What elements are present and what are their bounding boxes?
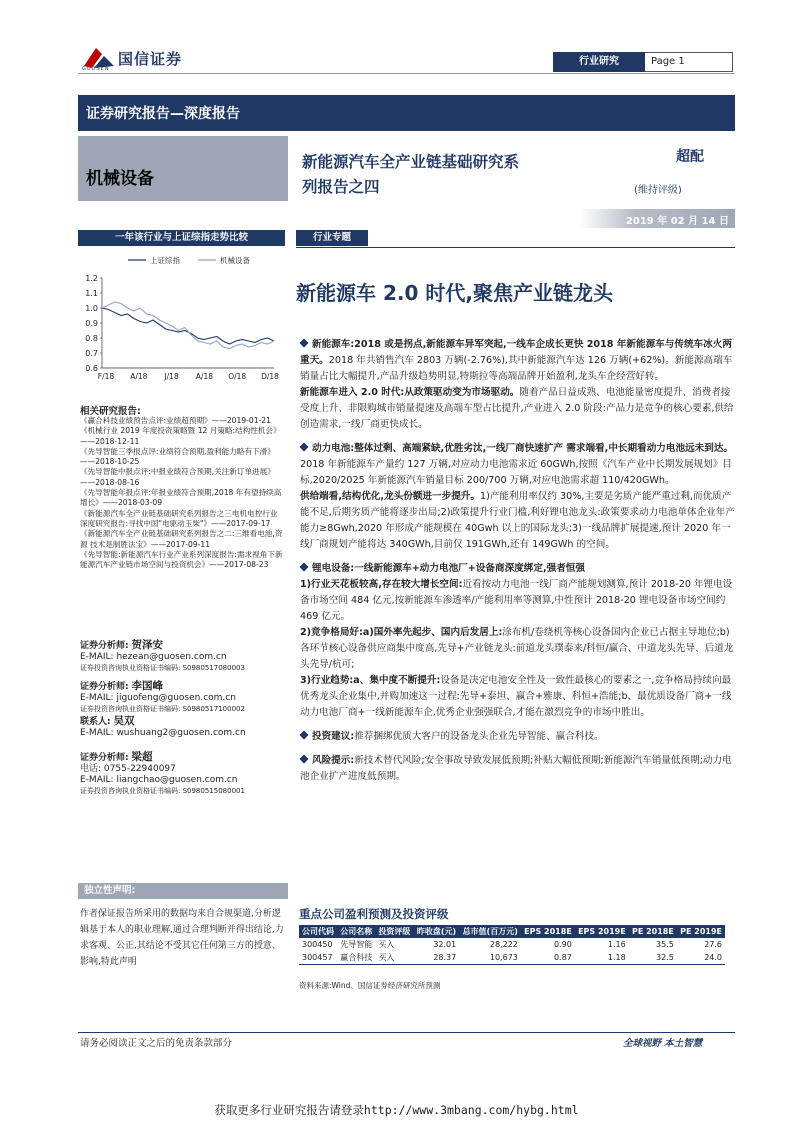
related-report-item: 《新能源汽车全产业链基础研究系列报告之三电机电控行业深度研究报告:寻找中国"电驱动玉柴"》——2017-09-17: [80, 508, 278, 528]
section-lead: 3)行业趋势:a、集中度不断提升:: [300, 675, 441, 686]
table-cell: 0.90: [553, 940, 572, 949]
diamond-bullet-icon: [299, 562, 308, 571]
legend-label: 上证综指: [150, 256, 180, 265]
topic-tag: 行业专题: [296, 230, 368, 246]
independence-header: 独立性声明:: [78, 883, 288, 899]
footer-slogan: 全球视野 本土智慧: [623, 1038, 703, 1049]
table-cell: 32.5: [629, 951, 677, 965]
section-text: 2018 年新能源车产量约 127 万辆,对应动力电池需求近 60GWh,按照《汽车产业中长期发展规划》目标,2020/2025 年新能源汽车销量目标 200/700 万辆,对应电池需求超 110/420GWh。: [300, 459, 733, 486]
industry-band: [78, 136, 288, 201]
table-cell: 28,222: [489, 940, 518, 949]
summary-section: [300, 577, 735, 625]
section-lead: 新能源车进入 2.0 时代:从政策驱动变为市场驱动。: [300, 387, 520, 398]
summary-section: [300, 489, 735, 553]
table-header-cell: PE 2018E: [629, 925, 677, 938]
section-lead: 锂电设备:一线新能源车+动力电池厂+设备商深度绑定,强者恒强: [312, 563, 585, 574]
report-date: 2019 年 02 月 14 日: [625, 216, 729, 227]
y-tick-label: 0.8: [85, 334, 98, 343]
x-tick-label: D/18: [261, 372, 279, 381]
section-text: 2018 年共销售汽车 2803 万辆(-2.76%),其中新能源汽车达 126 万辆(+62%)。新能源高端车销量占比大幅提升,产品升级趋势明显,特斯拉等高端品牌开始盈利,龙头车企经营好转。: [300, 355, 733, 382]
report-type-band: [78, 95, 735, 131]
diamond-bullet-icon: [299, 338, 308, 347]
table-cell: 买入: [375, 951, 413, 965]
table-title: 重点公司盈利预测及投资评级: [299, 907, 449, 921]
trend-chart: [78, 250, 288, 390]
table-cell: 先导智能: [340, 940, 373, 949]
table-header-cell: 昨收盘(元): [414, 925, 460, 938]
y-tick-label: 0.6: [85, 364, 98, 373]
y-tick-label: 1.0: [85, 304, 98, 313]
section-lead: 供给端看,结构优化,龙头份额进一步提升。: [300, 491, 480, 502]
series-line-1: [102, 308, 274, 344]
logo-text: 国信证券: [118, 50, 183, 68]
table-cell: 24.0: [677, 951, 725, 965]
table-cell: 28.37: [414, 951, 460, 965]
contact: 联系人: 吴双 E-MAIL: wushuang2@guosen.com.cn: [80, 715, 246, 738]
rating: 超配: [676, 149, 704, 165]
footer-url: 获取更多行业研究报告请登录http://www.3mbang.com/hybg.html: [214, 1103, 579, 1117]
table-header-cell: EPS 2018E: [521, 925, 575, 938]
related-report-item: 《先导智能年报点评:年报业绩符合预期,2018 年有望持续高增长》——2018-03-09: [80, 488, 282, 508]
summary-section: [300, 337, 735, 385]
table-cell: 赢合科技: [337, 951, 375, 965]
topic-rule: [296, 247, 735, 248]
table-cell: 300457: [299, 951, 337, 965]
footer-disclaimer: 请务必阅读正文之后的免责条款部分: [80, 1038, 233, 1049]
table-cell: 10,673: [459, 951, 521, 965]
related-report-item: 《先导智能:新能源汽车行业产业系列深度报告:需求视角下新能源汽车产业链市场空间与投资机会》——2017-08-23: [80, 549, 283, 570]
x-tick-label: A/18: [195, 372, 214, 381]
related-reports: [80, 416, 285, 570]
table-cell: 32.01: [433, 940, 457, 949]
section-text: 推荐捆绑优质大客户的设备龙头企业先导智能、赢合科技。: [354, 731, 604, 742]
legend-label: 机械设备: [220, 256, 250, 265]
series-line-2: [102, 302, 274, 349]
related-report-item: 《机械行业 2019 年度投资策略暨 12 月策略:结构性机会》——2018-12-11: [80, 426, 281, 446]
table-cell: 300450: [302, 940, 333, 949]
table-cell: 27.6: [704, 940, 722, 949]
section-text: 涂布机/卷绕机等核心设备国内企业已占据主导地位;b)各环节核心设备供应商集中度高,先导+产业链龙头:前道龙头璞泰来/科恒/赢合、中道龙头先导、后道龙头先导/杭可;: [300, 627, 734, 670]
section-lead: 1)行业天花板较高,存在较大增长空间:: [300, 579, 463, 590]
summary-section: [300, 561, 735, 577]
header-rule: [78, 73, 735, 74]
summary-section: [300, 673, 735, 721]
related-report-item: 《先导智能中报点评:中报业绩符合预期,关注新订单进展》——2018-08-16: [80, 467, 275, 487]
diamond-bullet-icon: [299, 442, 308, 451]
logo-subtext: GUOSEN: [82, 66, 110, 72]
table-cell: 0.87: [521, 951, 575, 965]
x-tick-label: F/18: [97, 372, 115, 381]
x-tick-label: A/18: [130, 372, 148, 381]
section-text: 设备是决定电池安全性及一致性最核心的要素之一,竞争格局持续向最优秀龙头企业集中,并购加速这一过程:先导+泰坦、赢合+雅康、科恒+浩能;b、最优质设备厂商+一线动力电池厂商+一线新能源车企,优秀企业强强联合,才能在激烈竞争的市场中胜出。: [300, 675, 732, 718]
related-title: 相关研究报告:: [80, 406, 141, 417]
section-lead: 动力电池:整体过剩、高端紧缺,优胜劣汰,一线厂商快速扩产 需求端看,中长期看动力电池远未到达。: [312, 443, 734, 454]
table-header-cell: 总市值(百万元): [459, 925, 521, 938]
x-tick-label: O/18: [228, 372, 247, 381]
table-row: [299, 951, 725, 965]
industry-name: 机械设备: [86, 169, 154, 189]
analyst-3: 证券分析师: 梁超 电话: 0755-22940097 E-MAIL: liangchao@guosen.com.cn 证券投资咨询执业资格证书编码: S0980515080001: [80, 751, 245, 795]
y-tick-label: 0.7: [85, 349, 98, 358]
table-source: 资料来源:Wind、国信证券经济研究所预测: [299, 981, 441, 990]
summary-section: [300, 753, 735, 785]
report-title: 新能源汽车全产业链基础研究系 列报告之四: [302, 153, 520, 196]
report-type: 证券研究报告—深度报告: [86, 106, 240, 122]
rating-note: (维持评级): [634, 185, 682, 196]
section-text: 新技术替代风险;安全事故导致发展低预期;补贴大幅低预期;新能源汽车销量低预期;动力电池企业扩产进度低预期。: [300, 755, 732, 782]
summary-section: [300, 385, 735, 433]
related-report-item: 《先导智能三季报点评:业绩符合预期,盈利能力略有下滑》——2018-10-25: [80, 446, 275, 467]
diamond-bullet-icon: [299, 754, 308, 763]
forecast-table: [299, 925, 725, 965]
y-tick-label: 0.9: [85, 319, 98, 328]
header-category: 行业研究: [553, 52, 645, 72]
table-cell: 1.18: [575, 951, 629, 965]
y-tick-label: 1.2: [85, 274, 98, 283]
table-cell: 1.16: [607, 940, 626, 949]
table-cell: 买入: [378, 940, 395, 949]
section-text: 近看按动力电池一线厂商产能规划测算,预计 2018-20 年锂电设备市场空间 484 亿元,按新能源车渗透率/产能利用率等测算,中性预计 2018-20 锂电设备市场空间约 469 亿元。: [300, 579, 733, 622]
table-header-cell: 公司名称: [337, 925, 375, 938]
y-tick-label: 1.1: [85, 289, 98, 298]
section-lead: 风险提示:: [312, 755, 355, 766]
summary-section: [300, 441, 735, 489]
table-header-cell: 公司代码: [299, 925, 337, 938]
section-lead: 2)竞争格局好:a)国外率先起步、国内后发居上:: [300, 627, 503, 638]
table-header-cell: 投资评级: [375, 925, 413, 938]
diamond-bullet-icon: [299, 730, 308, 739]
table-row: [299, 938, 725, 951]
summary-section: [300, 729, 735, 745]
section-text: 随着产品日益成熟、电池能量密度提升、消费者接受度上升、非限购城市销量提速及高端车型占比提升,产业进入 2.0 阶段:产品力是竞争的核心要素,供给创造需求,一线厂商更快成长。: [300, 387, 734, 430]
summary-body: [300, 329, 735, 785]
section-text: 1)产能利用率仅约 30%,主要是劣质产能严重过剩,而优质产能不足,后期劣质产能将逐步出局;2)政策提升行业门槛,利好锂电池龙头:政策要求动力电池单体企业年产能力≥8Gwh,2020 年形成产能规模在 40Gwh 以上的国际龙头;3)一线品牌扩展提速,预计 2020 年一线厂商规划产能将达 340GWh,目前仅 191GWh,还有 149GWh 的空间。: [300, 491, 735, 550]
chart-header: 一年该行业与上证综指走势比较: [78, 230, 285, 246]
headline: 新能源车 2.0 时代,聚焦产业链龙头: [296, 281, 613, 305]
analyst-1: 证券分析师: 贺泽安 E-MAIL: hezean@guosen.com.cn 证券投资咨询执业资格证书编码: S0980517080003: [80, 639, 245, 672]
table-cell: 35.5: [655, 940, 674, 949]
independence-text: 作者保证报告所采用的数据均来自合规渠道,分析逻辑基于本人的职业理解,通过合理判断并得出结论,力求客观、公正,其结论不受其它任何第三方的授意、影响,特此声明: [80, 909, 284, 967]
page-number: Page 1: [651, 56, 685, 67]
section-lead: 新能源车:2018 或是拐点,新能源车异军突起,一线车企成长更快 2018 年新能源车与传统车冰火两重天。: [300, 339, 732, 366]
table-header-cell: EPS 2019E: [575, 925, 629, 938]
related-report-item: 《赢合科技业绩预告点评:业绩超预期》——2019-01-21: [80, 416, 271, 425]
x-tick-label: J/18: [164, 372, 179, 381]
summary-section: [300, 625, 735, 673]
table-header-cell: PE 2019E: [677, 925, 725, 938]
related-report-item: 《新能源汽车全产业链基础研究系列报告之二:三维看电池,资源 技术是制胜法宝》——2017-09-11: [80, 529, 283, 549]
analyst-2: 证券分析师: 李国峰 E-MAIL: jiguofeng@guosen.com.cn 证券投资咨询执业资格证书编码: S0980517100002: [80, 680, 245, 713]
footer-rule: [78, 1032, 735, 1033]
section-lead: 投资建议:: [312, 731, 355, 742]
date-bar: [580, 209, 735, 228]
